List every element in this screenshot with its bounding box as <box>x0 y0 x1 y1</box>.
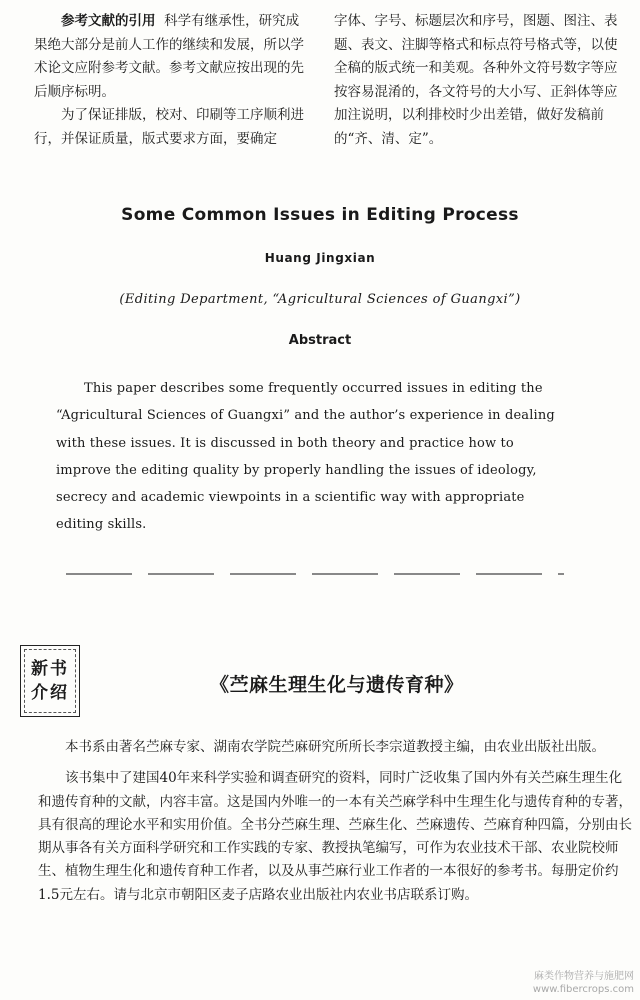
watermark-url: www.fibercrops.com <box>532 984 634 995</box>
book-intro-paragraph: 本书系由著名苎麻专家、湖南农学院苎麻研究所所长李宗道教授主编，由农业出版社出版。 <box>65 739 605 755</box>
format-paragraph: 字体、字号、标题层次和序号，图题、图注、表题、表文、注脚等格式和标点符号格式等，以使全稿的版式统一和美观。各种外文符号数字等应按容易混淆的，各文符号的大小写、正斜体等应加注说明，以利排校时少出差错，做好发稿前的“齐、清、定”。 <box>334 13 618 147</box>
site-watermark <box>533 970 634 996</box>
abstract-body <box>56 375 616 539</box>
book-intro-paragraph: 该书集中了建国40年来科学实验和调查研究的资料，同时广泛收集了国内外有关苎麻生理生化和遗传育种的文献，内容丰富。这是国内外唯一的一本有关苎麻学科中生理生化与遗传育种的专著，具有很高的理论水平和实用价值。全书分苎麻生理、苎麻生化、苎麻遗传、苎麻育种四篇，分别由长期从事各有关方面科学研究和工作实践的专家、教授执笔编写，可作为农业技术干部、农业院校师生、植物生理生化和遗传育种工作者，以及从事苎麻行业工作者的一本很好的参考书。每册定价约1.5元左右。请与北京市朝阳区麦子店路农业出版社内农业书店联系订购。 <box>38 770 632 903</box>
new-book-badge <box>20 645 80 717</box>
abstract-line: editing skills. <box>56 517 147 533</box>
layout-paragraph: 为了保证排版，校对、印刷等工序顺利进行，并保证质量，版式要求方面，要确定 <box>34 107 304 147</box>
section-divider <box>66 573 564 577</box>
abstract-line: secrecy and academic viewpoints in a scientific way with appropriate <box>56 490 525 506</box>
abstract-line: This paper describes some frequently occurred issues in editing the <box>84 381 543 396</box>
references-paragraph <box>34 10 304 104</box>
abstract-heading: Abstract <box>288 333 352 348</box>
abstract-line: with these issues. It is discussed in both theory and practice how to <box>56 435 514 451</box>
references-heading: 参考文献的引用 <box>61 13 156 29</box>
badge-line: 新书 <box>31 659 69 679</box>
badge-line: 介绍 <box>31 683 69 703</box>
references-body: 科学有继承性，研究成果绝大部分是前人工作的继续和发展，所以学术论文应附参考文献。参考文献应按出现的先后顺序标明。 <box>34 13 304 100</box>
english-affiliation: (Editing Department, “Agricultural Sciences of Guangxi”) <box>119 292 521 307</box>
book-title: 《苎麻生理生化与遗传育种》 <box>210 674 464 696</box>
abstract-line: “Agricultural Sciences of Guangxi” and the author’s experience in dealing <box>56 408 555 424</box>
right-column-text <box>334 10 620 151</box>
book-intro-body <box>38 736 634 907</box>
abstract-line: improve the editing quality by properly handling the issues of ideology, <box>56 462 537 478</box>
watermark-line: 麻类作物营养与施肥网 <box>534 971 634 982</box>
english-title: Some Common Issues in Editing Process <box>121 205 519 225</box>
left-column-text <box>34 10 304 151</box>
english-author: Huang Jingxian <box>264 251 376 265</box>
